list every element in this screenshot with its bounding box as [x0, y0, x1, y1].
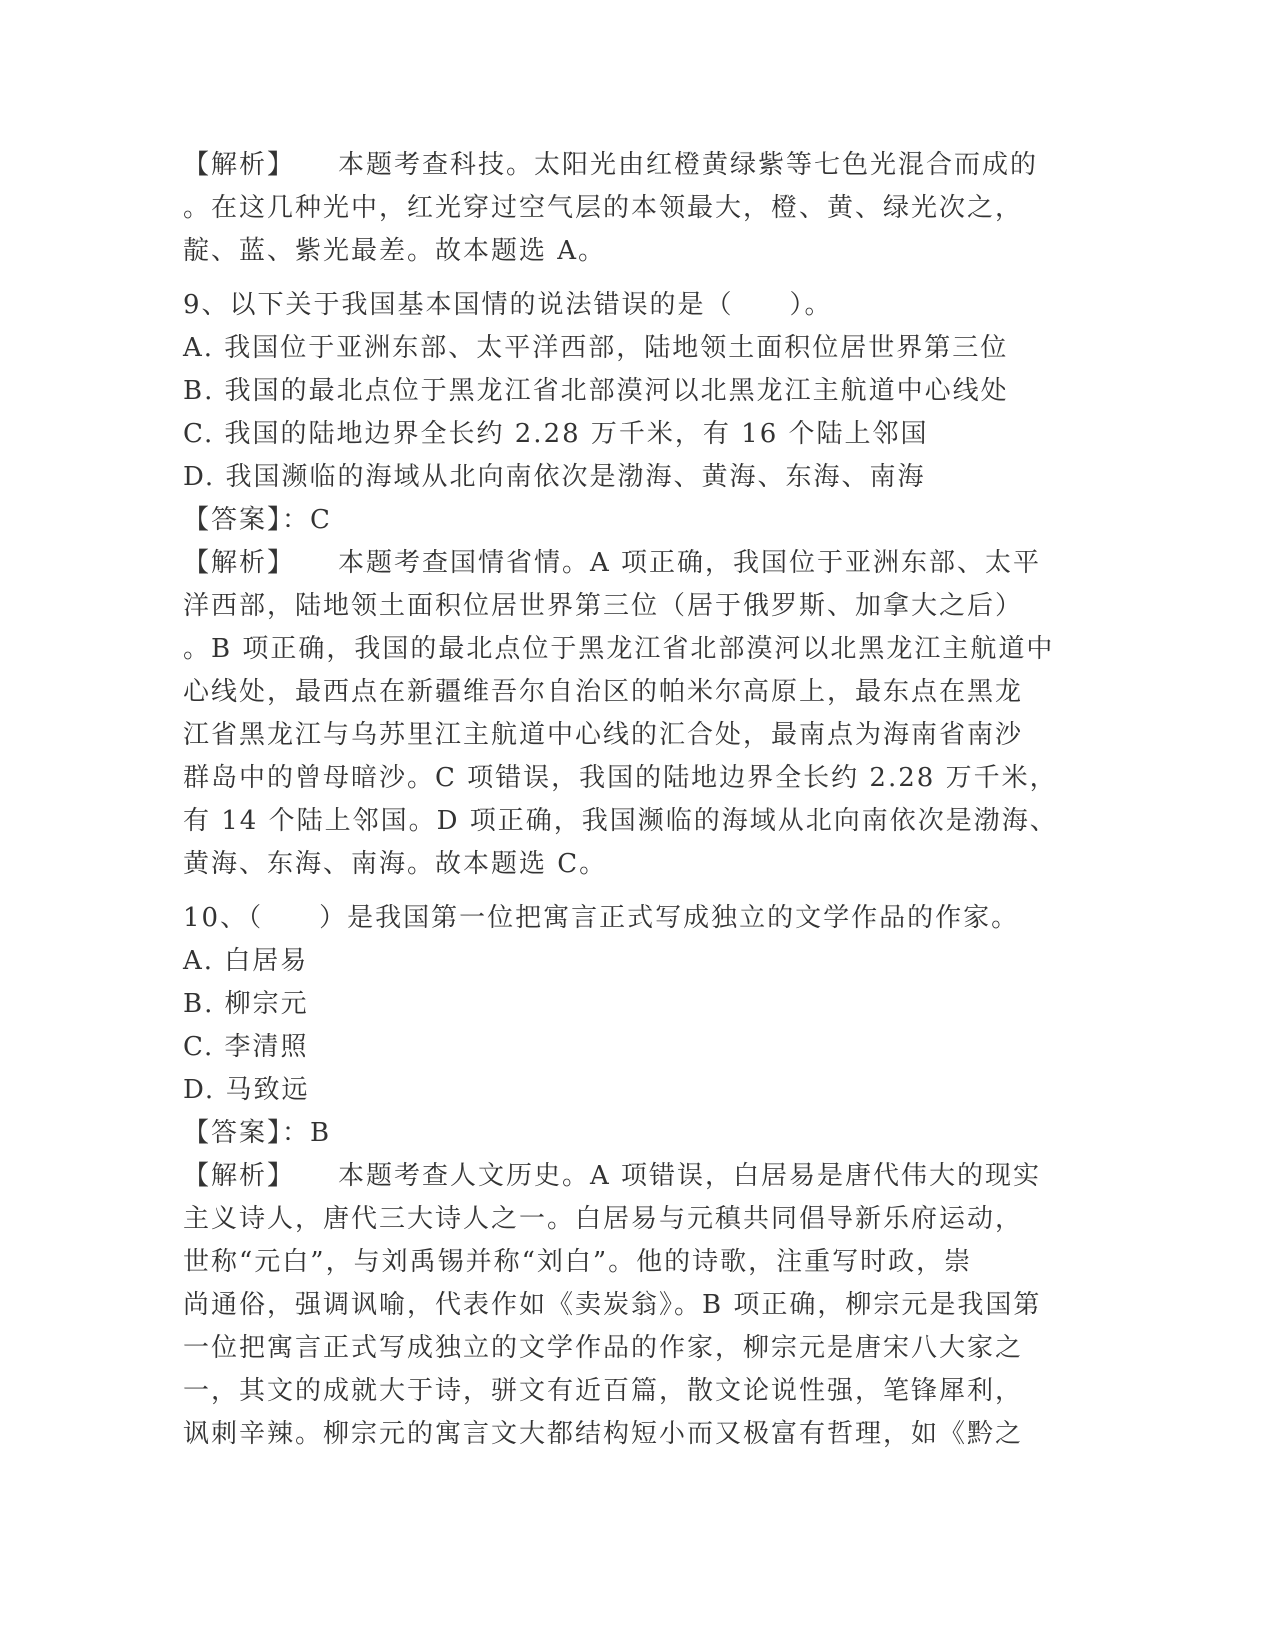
analysis-line: 一位把寓言正式写成独立的文学作品的作家，柳宗元是唐宋八大家之: [183, 1333, 1024, 1363]
analysis-line: 。在这几种光中，红光穿过空气层的本领最大，橙、黄、绿光次之，: [183, 193, 1024, 223]
question-stem: 9、以下关于我国基本国情的说法错误的是（ ）。: [183, 290, 833, 320]
analysis-line: 【解析】 本题考查科技。太阳光由红橙黄绿紫等七色光混合而成的: [183, 150, 1039, 180]
option-a: A. 白居易: [183, 946, 309, 976]
analysis-line: 靛、蓝、紫光最差。故本题选 A。: [183, 236, 607, 266]
q9-block: [183, 284, 1063, 886]
option-c: C. 李清照: [183, 1032, 309, 1062]
option-b: B. 我国的最北点位于黑龙江省北部漠河以北黑龙江主航道中心线处: [183, 376, 1009, 406]
option-b: B. 柳宗元: [183, 989, 309, 1019]
document-page: [183, 144, 1063, 1456]
analysis-line: 主义诗人，唐代三大诗人之一。白居易与元稹共同倡导新乐府运动，: [183, 1204, 1024, 1234]
analysis-line: 。B 项正确，我国的最北点位于黑龙江省北部漠河以北黑龙江主航道中: [183, 634, 1055, 664]
analysis-line: 讽刺辛辣。柳宗元的寓言文大都结构短小而又极富有哲理，如《黔之: [183, 1419, 1024, 1449]
analysis-line: 群岛中的曾母暗沙。C 项错误，我国的陆地边界全长约 2.28 万千米，: [183, 763, 1058, 793]
q10-block: [183, 897, 1063, 1456]
analysis-line: 江省黑龙江与乌苏里江主航道中心线的汇合处，最南点为海南省南沙: [183, 720, 1024, 750]
analysis-line: 有 14 个陆上邻国。D 项正确，我国濒临的海域从北向南依次是渤海、: [183, 806, 1058, 836]
analysis-line: 尚通俗，强调讽喻，代表作如《卖炭翁》。B 项正确，柳宗元是我国第: [183, 1290, 1042, 1320]
option-d: D. 我国濒临的海域从北向南依次是渤海、黄海、东海、南海: [183, 462, 926, 492]
question-stem: 10、（ ）是我国第一位把寓言正式写成独立的文学作品的作家。: [183, 903, 1020, 933]
analysis-line: 黄海、东海、南海。故本题选 C。: [183, 849, 608, 879]
analysis-line: 【解析】 本题考查人文历史。A 项错误，白居易是唐代伟大的现实: [183, 1161, 1042, 1191]
q8-analysis: [183, 144, 1063, 273]
option-d: D. 马致远: [183, 1075, 310, 1105]
option-c: C. 我国的陆地边界全长约 2.28 万千米，有 16 个陆上邻国: [183, 419, 929, 449]
analysis-line: 一，其文的成就大于诗，骈文有近百篇，散文论说性强，笔锋犀利，: [183, 1376, 1024, 1406]
analysis-line: 世称“元白”，与刘禹锡并称“刘白”。他的诗歌，注重写时政，崇: [183, 1247, 973, 1277]
answer-label: 【答案】：C: [183, 505, 332, 535]
analysis-line: 心线处，最西点在新疆维吾尔自治区的帕米尔高原上，最东点在黑龙: [183, 677, 1024, 707]
analysis-line: 【解析】 本题考查国情省情。A 项正确，我国位于亚洲东部、太平: [183, 548, 1042, 578]
option-a: A. 我国位于亚洲东部、太平洋西部，陆地领土面积位居世界第三位: [183, 333, 1009, 363]
answer-label: 【答案】：B: [183, 1118, 332, 1148]
analysis-line: 洋西部，陆地领土面积位居世界第三位（居于俄罗斯、加拿大之后）: [183, 591, 1024, 621]
